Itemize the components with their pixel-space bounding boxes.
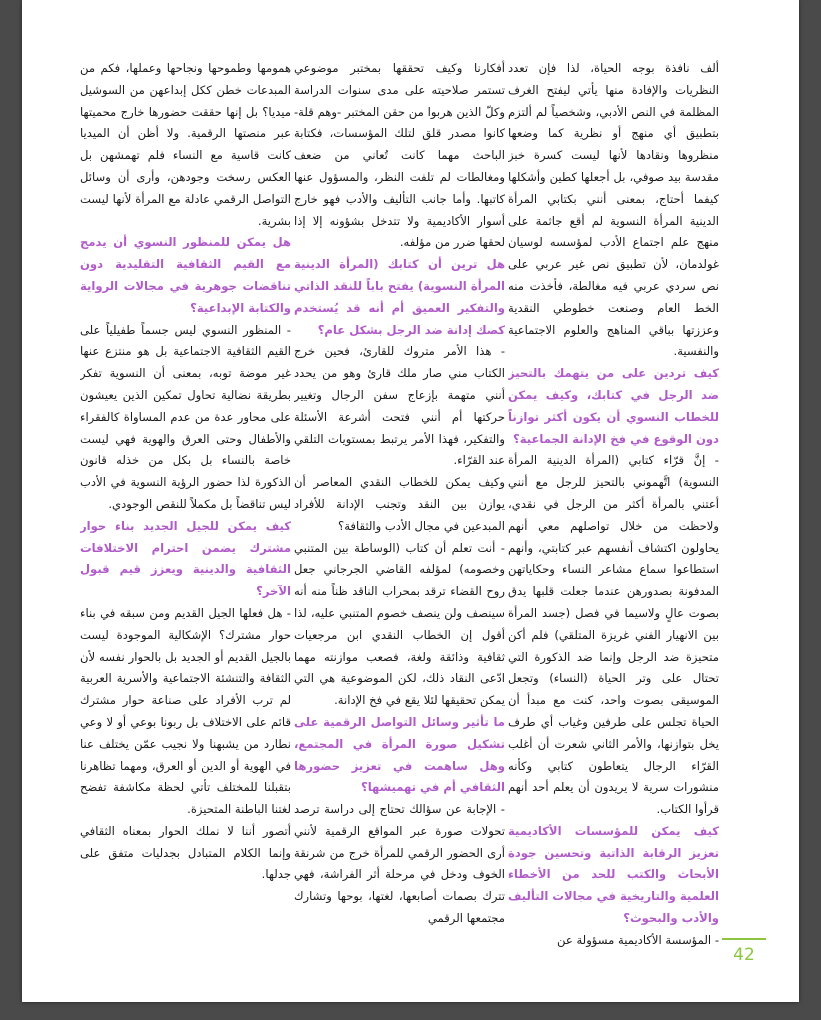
- interview-question: هل يمكن للمنظور النسوي أن يدمج مع القيم الثقافية التقليدية دون تناقضات جوهرية في مجالات الرواية والكتابة الإبداعية؟: [80, 235, 291, 315]
- answer-paragraph: - المنظور النسوي ليس جسماً طفيلياً على القيم الثقافية الاجتماعية بل هو منتزع عنها غير موضة توبه، بمعنى أن النسوية تفكر بطريقة نضالية تحاول تمكين الذين يعيشون على محاور عدة من عدم المساواة كالفقراء والأطفال وحتى العرق والهوية فهي ليست خاصة بالنساء بل بكل من خذله قانون الذكورة لذا حضور الرؤية النسوية في الأدب ليس تناقضاً بل مكملاً للنقص الوجودي.: [80, 322, 291, 511]
- interview-question: ما تأثير وسائل التواصل الرقمية على تشكيل صورة المرأة في المجتمع، وهل ساهمت في تعزيز حضورها الثقافي أم في تهميشها؟: [294, 714, 505, 795]
- right-column: [508, 58, 719, 963]
- answer-paragraph: - هل فعلها الجيل القديم ومن سبقه في بناء حوار مشترك؟ الإشكالية الموجودة ليست بالجيل القديم أو الجديد بل بالحوار نفسه لأن الثقافة والتنشئة الاجتماعية والأسرية العربية لم ترب الأفراد على صناعة حوار مشترك قائم على الاختلاف بل ربونا بوعي أو لا وعي نطارد من يشبهنا ولا نجيب عمّن يختلف عنا في الهوية أو الدين أو العرق، ومهما تظاهرنا بتقبلنا للمختلف تأتي لحظة مكاشفة تفضح لغتنا الباطنة المتحيزة.: [80, 605, 291, 817]
- interview-question: كيف تردين على من يتهمك بالتحيز ضد الرجل في كتابك، وكيف يمكن للخطاب النسوي أن يكون أكثر توازناً دون الوقوع في فخ الإدانة الجماعية؟: [508, 366, 719, 446]
- magazine-page: [22, 0, 799, 1002]
- answer-paragraph: أفكارنا وكيف تحققها بمختبر موضوعي تستمر صلاحيته على مدى سنوات الدراسة وكلّ الذين هربوا من حقن المختبر -وهم قلة- كانوا مصدر قلق لتلك المؤسسات، فكتابة الباحث مهما كانت تُعاني من ضعف ومغالطات لم تلفت النظر، والمسؤول عنها كاتبها. وأما جانب التأليف والأدب فهو خارج أسوار الأكاديمية ولا تتدخل بشؤونه إلا إذا لحقها ضرر من مؤلفه.: [294, 61, 505, 250]
- left-column: [80, 58, 291, 963]
- interview-question: هل ترين أن كتابك (المرأة الدينية المرأة النسوية) يفتح باباً للنقد الذاتي والتفكير العميق أم أنه قد يُستخدم كصك إدانة ضد الرجل بشكل عام؟: [294, 257, 505, 337]
- answer-paragraph: وكيف يمكن للخطاب النقدي المعاصر أن يوازن بين النقد وتجنب الإدانة للأفراد المبدعين في مجال الأدب والثقافة؟: [294, 475, 505, 533]
- answer-paragraph: - هذا الأمر متروك للقارئ، فحين خرج الكتاب مني صار ملك قارئ وهو من يحدد أنني متهمة بإزعاج سفن الرجال وتغيير حركتها أم أنني فتحت أشرعة الأسئلة والتفكير، فهذا الأمر يرتبط بمستويات التلقي عند القرّاء.: [294, 344, 505, 468]
- answer-paragraph: همومها وطموحها ونجاحها وعملها، فكم من المبدعات خطن ككل إبداعهن من السوشيل ميديا؟ بل إنها حققت حضورها خارج محميتها عبر منصتها الرقمية. ولا أظن أن الميديا كانت قاسية مع النساء فلم تهمشهن بل العكس رسخت وجودهن، وأرى أن وسائل التواصل الرقمي عادلة مع المرأة لأنها ليست بشرية.: [80, 61, 291, 228]
- answer-paragraph: - المؤسسة الأكاديمية مسؤولة عن: [557, 932, 719, 947]
- page-number-rule: [722, 938, 766, 940]
- answer-paragraph: أتصور أننا لا نملك الحوار بمعناه الثقافي وإنما الكلام المتبادل بجدليات متفق على جدلها.: [80, 823, 291, 882]
- middle-column: [294, 58, 505, 963]
- page-number: 42: [733, 945, 755, 965]
- answer-paragraph: - أنت تعلم أن كتاب (الوساطة بين المتنبي وخصومه) لمؤلفه القاضي الجرجاني جعل روح القضاء ترقد بمحراب الناقد ظناً منه أنه سينصف ولن ينصف خصوم المتنبي عليه، لذا أقول إن الخطاب النقدي ابن مرجعيات ثقافية وذائقة ولغة، فصعب موازنته مهما ادّعى النقاد ذلك، لكن الموضوعية هي التي يمكن تحقيقها لئلا يقع في فخ الإدانة.: [294, 540, 505, 708]
- interview-question: كيف يمكن للمؤسسات الأكاديمية تعزيز الرقابة الذاتية وتحسين جودة الأبحاث والكتب للحد من الأخطاء العلمية والتاريخية في مجالات التأليف والأدب والبحوث؟: [508, 823, 719, 926]
- interview-question: كيف يمكن للجيل الجديد بناء حوار مشترك يضمن احترام الاختلافات الثقافية والدينية ويعزز قيم قبول الآخر؟: [80, 518, 291, 599]
- answer-paragraph: ألف نافذة بوجه الحياة، لذا فإن تعدد النظريات والإفادة منها يأتي ليفتح الغرف المظلمة في النص الأدبي، وشخصياً لم ألتزم بتطبيق أي منهج أو نظرية كما وضعها منظروها ونقادها لأنها ليست كسرة خبز مقدسة بيد صوفي، بل أجعلها كطين وأشكلها كيفما أحتاج، بمعنى أنني بكتابي المرأة الدينية المرأة النسوية لم أقع جاثمة على منهج علم اجتماع الأدب لمؤسسه لوسيان غولدمان، لأن تطبيق نص غير عربي على نص سردي عربي فيه مغالطة، فأخذت منه الخط العام وصنعت خطوطي النقدية وعززتها بباقي المناهج والعلوم الاجتماعية والنفسية.: [508, 61, 719, 359]
- answer-paragraph: - الإجابة عن سؤالك تحتاج إلى دراسة ترصد تحولات صورة عبر المواقع الرقمية لأنني أرى الحضور الرقمي للمرأة خرج من شرنقة الخوف ودخل في مرحلة أثر الفراشة، فهي تترك بصمات أصابعها، لغتها، بوحها وتشارك مجتمعها الرقمي: [294, 802, 505, 926]
- answer-paragraph: - إنَّ قرّاء كتابي (المرأة الدينية المرأة النسوية) اتَّهموني بالتحيز للرجل مع أنني أعتني بالمرأة أكثر من الرجل في نقدي، ولاحظت من خلال تواصلهم معي أنهم يحاولون اكتشاف أنفسهم عبر كتابتي، وأنهم استطاعوا سماع مشاعر النساء وحكاياتهن المدفونة بصدورهن عندما جعلت قلبها يدق بصوت عالٍ ولاسيما في فصل (جسد المرأة بين الانهيار الفني غريزة المتلقي) فلم أكن متحيزة ضد الرجل وإنما ضد الذكورة التي تحتال على وتر الحياة (النساء) وتجعل الموسيقى بصوت واحد، كنت مع مبدأ أن الحياة تجلس على طرفين وغياب أي طرف يخل بتوازنها، والأمر الثاني شعرت أن أغلب القرّاء الرجال يتعاطون كتابي وكأنه منشورات سرية لا يريدون أن يعلم أحد أنهم قرأوا الكتاب.: [508, 453, 719, 817]
